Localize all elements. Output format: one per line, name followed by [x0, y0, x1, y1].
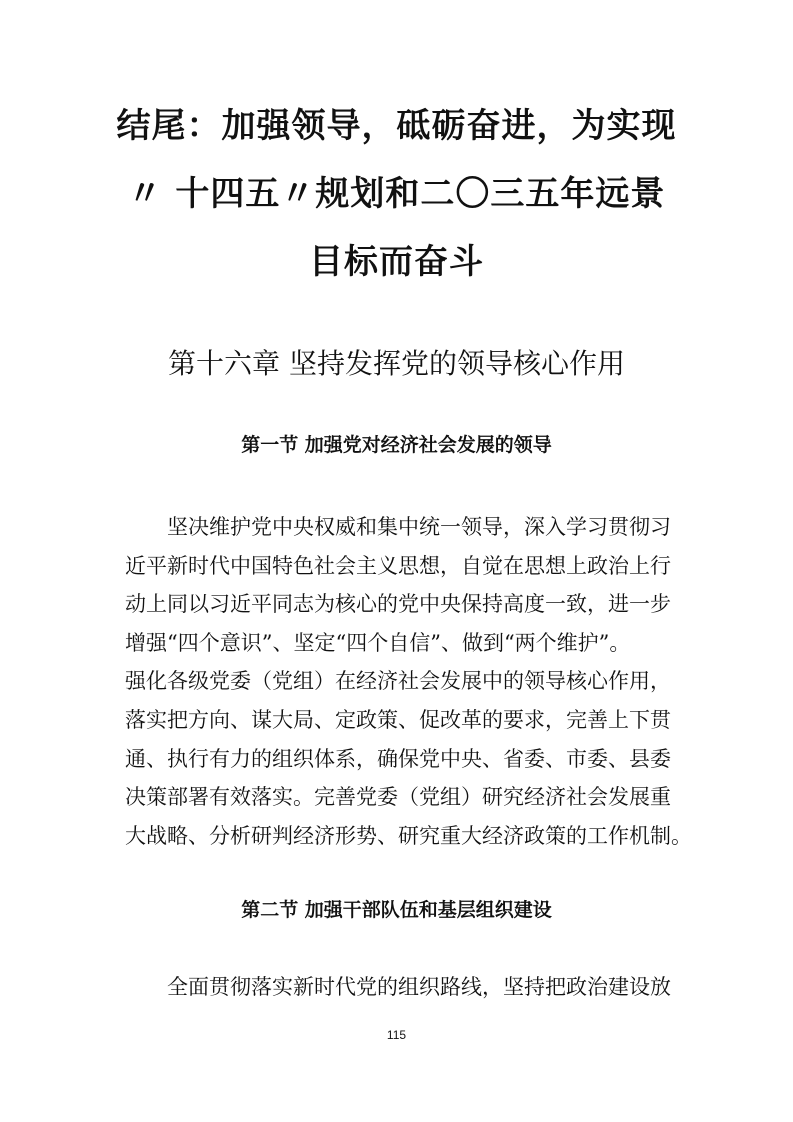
title-line: 结尾：加强领导，砥砺奋进，为实现: [116, 106, 677, 146]
paragraph-line: 大战略、分析研判经济形势、研究重大经济政策的工作机制。: [125, 823, 692, 848]
paragraph-line: 增强“四个意识”、坚定“四个自信”、做到“两个维护”。: [125, 630, 631, 655]
section-paragraph: [125, 508, 692, 855]
section-heading: 第二节 加强干部队伍和基层组织建设: [241, 899, 552, 921]
title-line: 目标而奋斗: [309, 242, 484, 282]
paragraph-line: 近平新时代中国特色社会主义思想，自觉在思想上政治上行: [125, 553, 671, 578]
paragraph-line: 落实把方向、谋大局、定政策、促改革的要求，完善上下贯: [125, 707, 671, 732]
page-number: 115: [386, 1028, 407, 1042]
chapter-title: 第十六章 坚持发挥党的领导核心作用: [168, 347, 625, 380]
title-line: 〃 十四五〃规划和二〇三五年远景: [127, 174, 666, 214]
section-heading: 第一节 加强党对经济社会发展的领导: [241, 434, 552, 456]
paragraph-line: 通、执行有力的组织体系，确保党中央、省委、市委、县委: [125, 746, 671, 771]
paragraph-line: 动上同以习近平同志为核心的党中央保持高度一致，进一步: [125, 592, 671, 617]
paragraph-line: 坚决维护党中央权威和集中统一领导，深入学习贯彻习: [167, 515, 671, 539]
paragraph-line: 决策部署有效落实。完善党委（党组）研究经济社会发展重: [125, 785, 671, 810]
paragraph-line: 全面贯彻落实新时代党的组织路线，坚持把政治建设放: [167, 975, 671, 999]
paragraph-line: 强化各级党委（党组）在经济社会发展中的领导核心作用，: [125, 669, 671, 694]
document-title: [100, 92, 693, 296]
section-paragraph: [125, 968, 670, 1007]
